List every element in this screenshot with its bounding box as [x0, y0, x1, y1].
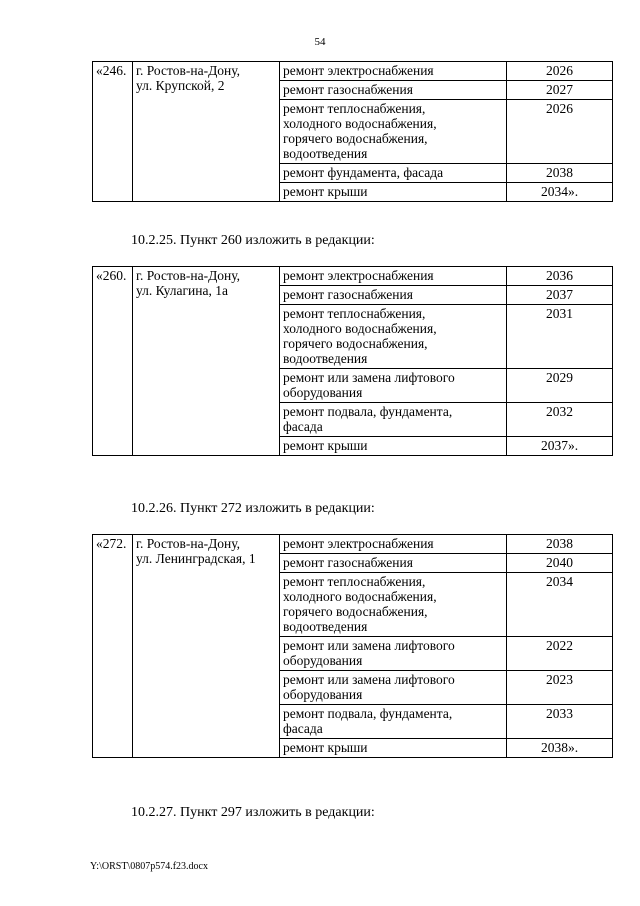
work-type-line: холодного водоснабжения, — [283, 589, 437, 604]
work-type-line: ремонт электроснабжения — [283, 268, 434, 283]
work-type-line: фасада — [283, 419, 323, 434]
year-cell: 2040 — [507, 554, 613, 573]
item-number: «272. — [93, 535, 133, 758]
work-type-cell — [280, 62, 507, 81]
table-row — [93, 535, 613, 554]
block-table-272 — [92, 534, 613, 758]
work-type-line: водоотведения — [283, 619, 368, 634]
table-row — [93, 62, 613, 81]
work-type-line: ремонт электроснабжения — [283, 63, 434, 78]
work-type-line: ремонт газоснабжения — [283, 82, 413, 97]
work-type-line: холодного водоснабжения, — [283, 321, 437, 336]
work-type-line: ремонт крыши — [283, 438, 368, 453]
year-cell: 2029 — [507, 369, 613, 403]
work-type-line: ремонт или замена лифтового — [283, 370, 455, 385]
work-type-cell — [280, 535, 507, 554]
address-line: г. Ростов-на-Дону, — [136, 63, 241, 78]
item-number: «260. — [93, 267, 133, 456]
work-type-cell — [280, 183, 507, 202]
work-type-cell — [280, 305, 507, 369]
work-type-cell — [280, 437, 507, 456]
year-cell: 2037». — [507, 437, 613, 456]
year-cell: 2034». — [507, 183, 613, 202]
work-type-cell — [280, 705, 507, 739]
work-type-line: водоотведения — [283, 351, 368, 366]
work-type-line: ремонт или замена лифтового — [283, 672, 455, 687]
year-cell: 2038 — [507, 535, 613, 554]
work-type-line: ремонт подвала, фундамента, — [283, 404, 453, 419]
work-type-line: горячего водоснабжения, — [283, 336, 428, 351]
work-type-line: холодного водоснабжения, — [283, 116, 437, 131]
year-cell: 2031 — [507, 305, 613, 369]
work-type-cell — [280, 671, 507, 705]
page-number: 54 — [314, 36, 326, 48]
work-type-line: оборудования — [283, 653, 363, 668]
year-cell: 2036 — [507, 267, 613, 286]
work-type-line: ремонт электроснабжения — [283, 536, 434, 551]
work-type-line: ремонт теплоснабжения, — [283, 306, 426, 321]
work-type-line: ремонт фундамента, фасада — [283, 165, 444, 180]
address-line: г. Ростов-на-Дону, — [136, 536, 241, 551]
work-type-line: оборудования — [283, 687, 363, 702]
address-line: ул. Ленинградская, 1 — [136, 551, 256, 566]
work-type-cell — [280, 369, 507, 403]
work-type-line: горячего водоснабжения, — [283, 604, 428, 619]
work-type-line: ремонт теплоснабжения, — [283, 101, 426, 116]
work-type-line: ремонт газоснабжения — [283, 287, 413, 302]
work-type-line: ремонт крыши — [283, 184, 368, 199]
year-cell: 2026 — [507, 100, 613, 164]
work-type-cell — [280, 403, 507, 437]
work-type-line: ремонт подвала, фундамента, — [283, 706, 453, 721]
work-type-line: ремонт крыши — [283, 740, 368, 755]
work-type-cell — [280, 81, 507, 100]
address-cell — [133, 62, 280, 202]
work-type-cell — [280, 164, 507, 183]
address-line: ул. Кулагина, 1а — [136, 283, 228, 298]
work-type-line: фасада — [283, 721, 323, 736]
year-cell: 2033 — [507, 705, 613, 739]
year-cell: 2038 — [507, 164, 613, 183]
work-type-cell — [280, 554, 507, 573]
year-cell: 2034 — [507, 573, 613, 637]
work-type-cell — [280, 573, 507, 637]
block-table-260 — [92, 266, 613, 456]
year-cell: 2023 — [507, 671, 613, 705]
work-type-line: водоотведения — [283, 146, 368, 161]
year-cell: 2026 — [507, 62, 613, 81]
table-row — [93, 267, 613, 286]
file-path-footer: Y:\ORST\0807p574.f23.docx — [90, 861, 208, 872]
item-number: «246. — [93, 62, 133, 202]
year-cell: 2027 — [507, 81, 613, 100]
work-type-cell — [280, 739, 507, 758]
year-cell: 2022 — [507, 637, 613, 671]
paragraph-10-2-27: 10.2.27. Пункт 297 изложить в редакции: — [131, 805, 375, 820]
year-cell: 2037 — [507, 286, 613, 305]
work-type-line: горячего водоснабжения, — [283, 131, 428, 146]
address-line: ул. Крупской, 2 — [136, 78, 225, 93]
work-type-line: оборудования — [283, 385, 363, 400]
work-type-line: ремонт теплоснабжения, — [283, 574, 426, 589]
address-cell — [133, 535, 280, 758]
work-type-cell — [280, 637, 507, 671]
year-cell: 2032 — [507, 403, 613, 437]
work-type-cell — [280, 286, 507, 305]
address-line: г. Ростов-на-Дону, — [136, 268, 241, 283]
block-table-246 — [92, 61, 613, 202]
year-cell: 2038». — [507, 739, 613, 758]
work-type-line: ремонт газоснабжения — [283, 555, 413, 570]
paragraph-10-2-25: 10.2.25. Пункт 260 изложить в редакции: — [131, 233, 375, 248]
work-type-cell — [280, 100, 507, 164]
work-type-cell — [280, 267, 507, 286]
work-type-line: ремонт или замена лифтового — [283, 638, 455, 653]
paragraph-10-2-26: 10.2.26. Пункт 272 изложить в редакции: — [131, 501, 375, 516]
address-cell — [133, 267, 280, 456]
